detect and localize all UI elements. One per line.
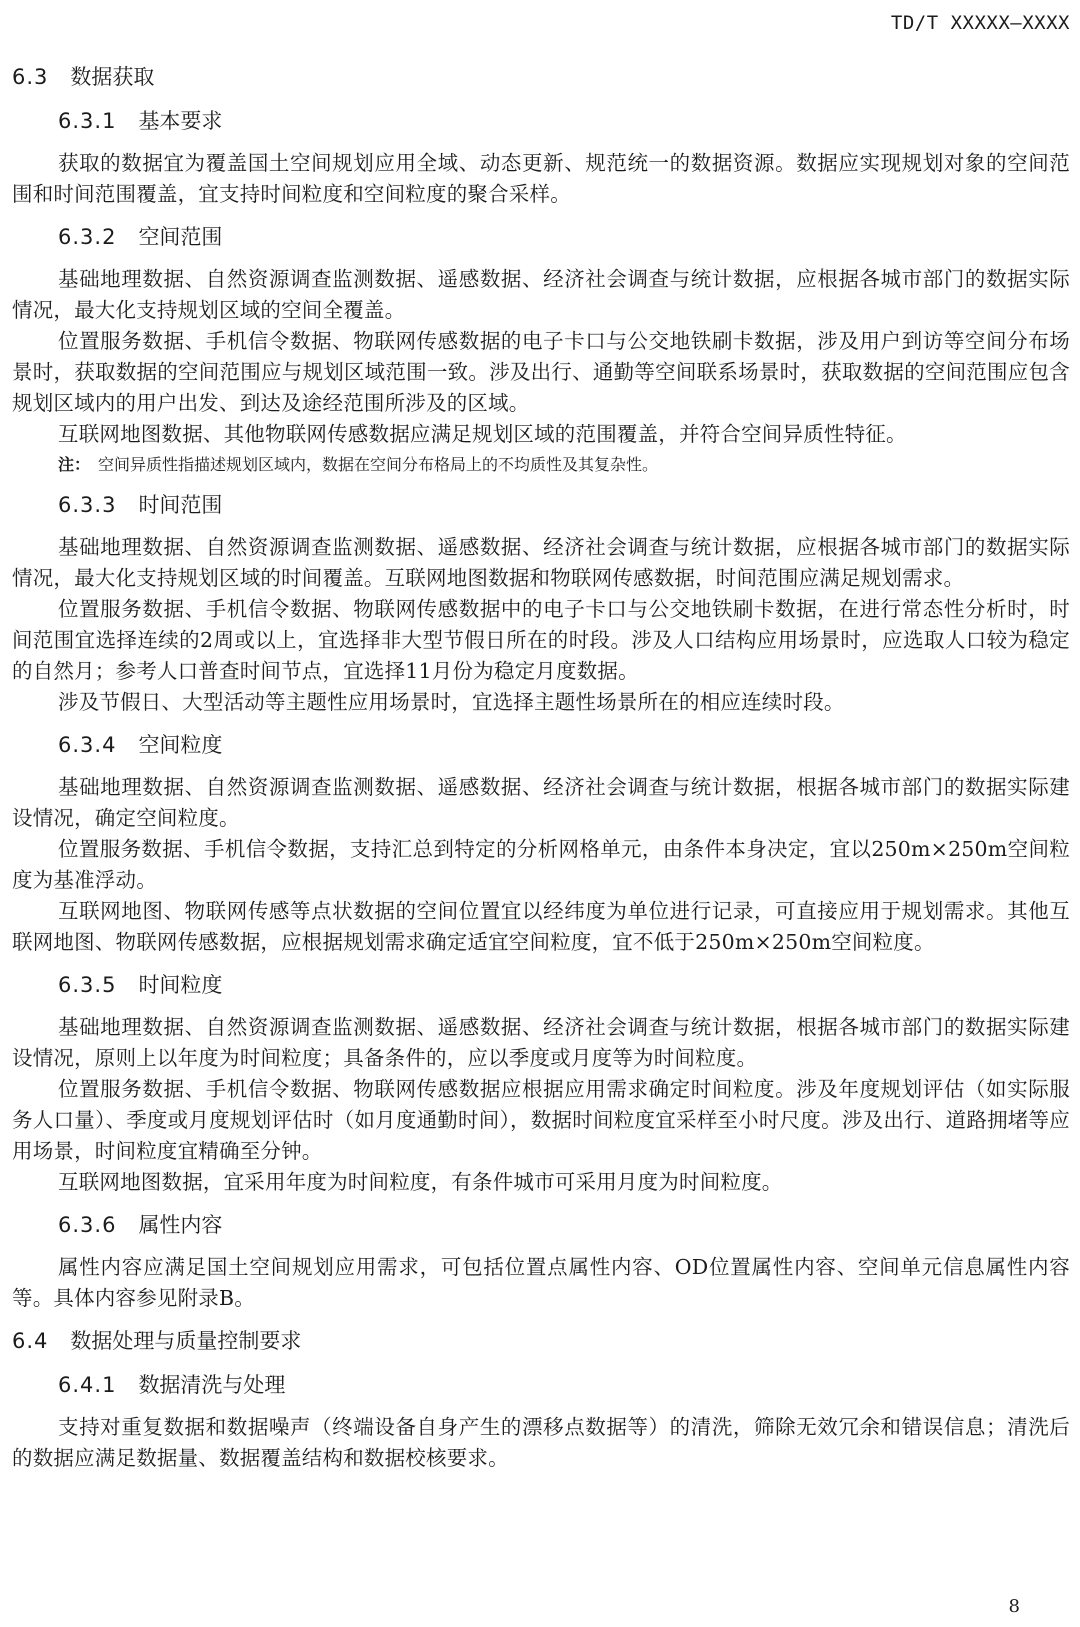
heading-6-3-3: 6.3.3 时间范围	[58, 493, 223, 517]
heading-6-4-1: 6.4.1 数据清洗与处理	[58, 1373, 286, 1397]
section-6-4-1	[12, 1370, 1070, 1474]
document-body	[12, 62, 1070, 1486]
paragraph: 涉及节假日、大型活动等主题性应用场景时，宜选择主题性场景所在的相应连续时段。	[58, 690, 845, 714]
section-6-3-4	[12, 730, 1070, 958]
paragraph: 互联网地图、物联网传感等点状数据的空间位置宜以经纬度为单位进行记录，可直接应用于规划需求。其他互联网地图、物联网传感数据，应根据规划需求确定适宜空间粒度，宜不低于250m×250m空间粒度。	[12, 899, 1070, 954]
paragraph: 位置服务数据、手机信令数据、物联网传感数据中的电子卡口与公交地铁刷卡数据，在进行常态性分析时，时间范围宜选择连续的2周或以上，宜选择非大型节假日所在的时段。涉及人口结构应用场景时，应选取人口较为稳定的自然月；参考人口普查时间节点，宜选择11月份为稳定月度数据。	[12, 597, 1070, 683]
note: 注： 空间异质性指描述规划区域内，数据在空间分布格局上的不均质性及其复杂性。	[58, 455, 659, 474]
heading-6-3-4: 6.3.4 空间粒度	[58, 733, 223, 757]
paragraph: 基础地理数据、自然资源调查监测数据、遥感数据、经济社会调查与统计数据，根据各城市部门的数据实际建设情况，原则上以年度为时间粒度；具备条件的，应以季度或月度等为时间粒度。	[12, 1015, 1070, 1070]
paragraph: 基础地理数据、自然资源调查监测数据、遥感数据、经济社会调查与统计数据，根据各城市部门的数据实际建设情况，确定空间粒度。	[12, 775, 1070, 830]
heading-6-3-1: 6.3.1 基本要求	[58, 109, 223, 133]
paragraph: 位置服务数据、手机信令数据、物联网传感数据的电子卡口与公交地铁刷卡数据，涉及用户到访等空间分布场景时，获取数据的空间范围应与规划区域范围一致。涉及出行、通勤等空间联系场景时，获取数据的空间范围应包含规划区域内的用户出发、到达及途经范围所涉及的区域。	[12, 329, 1070, 415]
section-6-3-5	[12, 970, 1070, 1198]
paragraph: 获取的数据宜为覆盖国土空间规划应用全域、动态更新、规范统一的数据资源。数据应实现规划对象的空间范围和时间范围覆盖，宜支持时间粒度和空间粒度的聚合采样。	[12, 151, 1070, 206]
paragraph: 互联网地图数据、其他物联网传感数据应满足规划区域的范围覆盖，并符合空间异质性特征。	[58, 422, 907, 446]
section-6-3-3	[12, 490, 1070, 718]
paragraph: 位置服务数据、手机信令数据，支持汇总到特定的分析网格单元，由条件本身决定，宜以250m×250m空间粒度为基准浮动。	[12, 837, 1070, 892]
paragraph: 位置服务数据、手机信令数据、物联网传感数据应根据应用需求确定时间粒度。涉及年度规划评估（如实际服务人口量）、季度或月度规划评估时（如月度通勤时间），数据时间粒度宜采样至小时尺度。涉及出行、道路拥堵等应用场景，时间粒度宜精确至分钟。	[12, 1077, 1070, 1163]
document-code: TD/T XXXXX—XXXX	[890, 12, 1070, 34]
heading-6-3: 6.3 数据获取	[12, 65, 155, 89]
page-number: 8	[1008, 1596, 1020, 1617]
paragraph: 基础地理数据、自然资源调查监测数据、遥感数据、经济社会调查与统计数据，应根据各城市部门的数据实际情况，最大化支持规划区域的时间覆盖。互联网地图数据和物联网传感数据，时间范围应满足规划需求。	[12, 535, 1070, 590]
heading-6-3-5: 6.3.5 时间粒度	[58, 973, 223, 997]
paragraph: 基础地理数据、自然资源调查监测数据、遥感数据、经济社会调查与统计数据，应根据各城市部门的数据实际情况，最大化支持规划区域的空间全覆盖。	[12, 267, 1070, 322]
heading-6-3-6: 6.3.6 属性内容	[58, 1213, 223, 1237]
paragraph: 支持对重复数据和数据噪声（终端设备自身产生的漂移点数据等）的清洗，筛除无效冗余和错误信息；清洗后的数据应满足数据量、数据覆盖结构和数据校核要求。	[12, 1415, 1070, 1470]
paragraph: 互联网地图数据，宜采用年度为时间粒度，有条件城市可采用月度为时间粒度。	[58, 1170, 783, 1194]
paragraph: 属性内容应满足国土空间规划应用需求，可包括位置点属性内容、OD位置属性内容、空间单元信息属性内容等。具体内容参见附录B。	[12, 1255, 1070, 1310]
section-6-3-1	[12, 106, 1070, 210]
heading-6-4: 6.4 数据处理与质量控制要求	[12, 1329, 302, 1353]
section-6-3-2	[12, 222, 1070, 478]
section-6-3-6	[12, 1210, 1070, 1314]
heading-6-3-2: 6.3.2 空间范围	[58, 225, 223, 249]
